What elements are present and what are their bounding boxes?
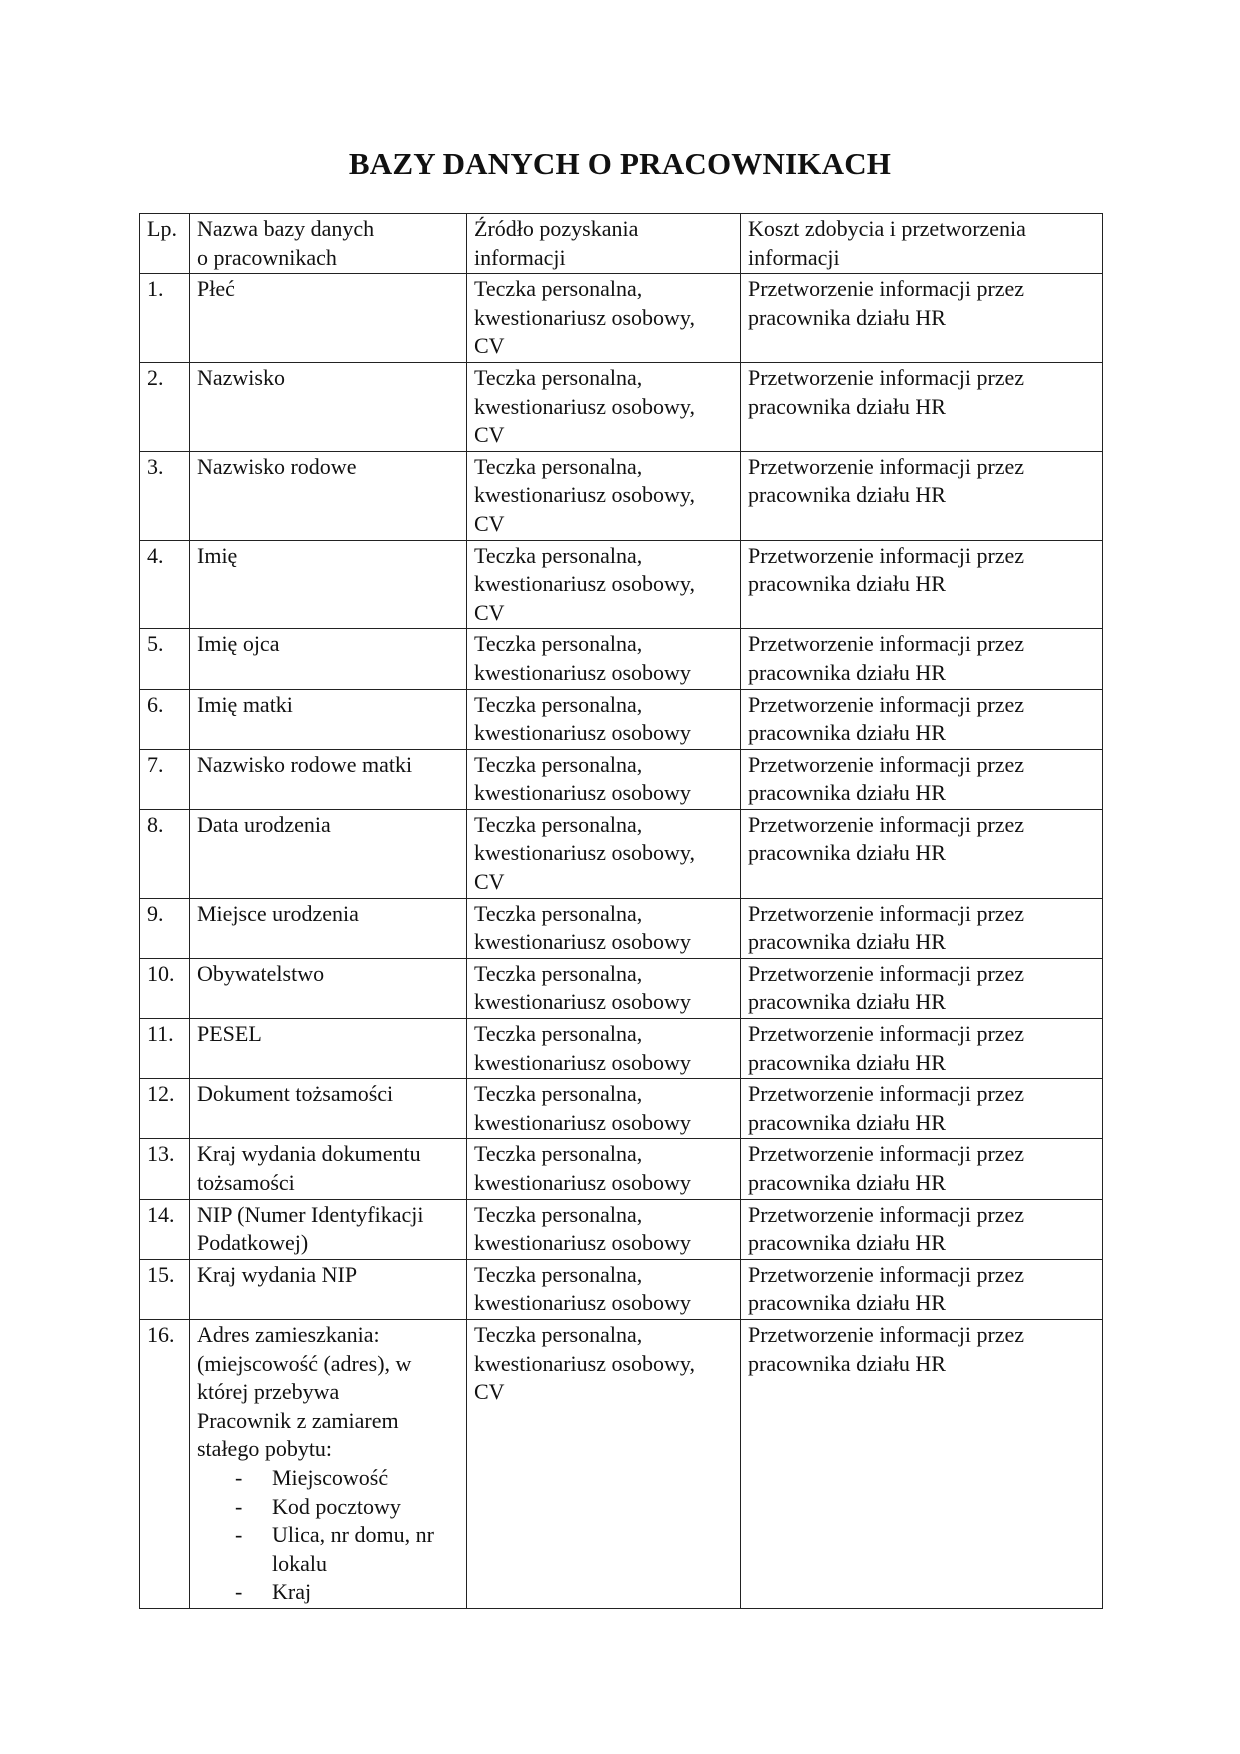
- row-number: 3.: [147, 453, 164, 479]
- cell-name: [190, 451, 467, 540]
- source-line: Teczka personalna,: [474, 900, 643, 926]
- cost-line: Przetworzenie informacji przez: [748, 631, 1025, 657]
- database-name-line: Nazwisko rodowe matki: [197, 751, 413, 777]
- cost-line: Przetworzenie informacji przez: [748, 751, 1025, 777]
- cell-lp: [140, 540, 190, 629]
- cell-name: [190, 809, 467, 898]
- source-line: Teczka personalna,: [474, 542, 643, 568]
- cost-line: pracownika działu HR: [748, 659, 946, 685]
- cell-lp: [140, 274, 190, 363]
- cell-cost: [741, 1259, 1103, 1319]
- cell-source: [467, 274, 741, 363]
- address-component-text: - Miejscowość: [272, 1464, 389, 1490]
- cell-source: [467, 749, 741, 809]
- employee-database-table: [139, 213, 1103, 1609]
- cell-name: [190, 1019, 467, 1079]
- source-line: CV: [474, 599, 505, 625]
- row-number: 16.: [147, 1321, 175, 1347]
- source-line: kwestionariusz osobowy: [474, 989, 691, 1015]
- table-row: [140, 451, 1103, 540]
- cost-line: Przetworzenie informacji przez: [748, 960, 1025, 986]
- source-line: kwestionariusz osobowy: [474, 720, 691, 746]
- cost-line: Przetworzenie informacji przez: [748, 691, 1025, 717]
- cell-cost: [741, 1199, 1103, 1259]
- cost-line: pracownika działu HR: [748, 304, 946, 330]
- cell-source: [467, 958, 741, 1018]
- cost-line: pracownika działu HR: [748, 1350, 946, 1376]
- cost-line: Przetworzenie informacji przez: [748, 542, 1025, 568]
- table-row: [140, 274, 1103, 363]
- cell-lp: [140, 749, 190, 809]
- cost-line: pracownika działu HR: [748, 720, 946, 746]
- cell-cost: [741, 540, 1103, 629]
- cell-source: [467, 629, 741, 689]
- source-line: kwestionariusz osobowy: [474, 1049, 691, 1075]
- cell-name: [190, 749, 467, 809]
- list-item: [197, 1464, 460, 1493]
- cell-name: [190, 958, 467, 1018]
- cell-cost: [741, 689, 1103, 749]
- row-number: 6.: [147, 691, 164, 717]
- cost-line: pracownika działu HR: [748, 1109, 946, 1135]
- cell-lp: [140, 809, 190, 898]
- cell-lp: [140, 1079, 190, 1139]
- cost-line: Przetworzenie informacji przez: [748, 276, 1025, 302]
- table-row: [140, 689, 1103, 749]
- row-number: 15.: [147, 1261, 175, 1287]
- cost-line: Przetworzenie informacji przez: [748, 1321, 1025, 1347]
- cell-name: [190, 689, 467, 749]
- list-item: [197, 1521, 460, 1578]
- table-row: [140, 1079, 1103, 1139]
- cost-line: Przetworzenie informacji przez: [748, 1261, 1025, 1287]
- source-line: Teczka personalna,: [474, 1081, 643, 1107]
- cell-name: [190, 1259, 467, 1319]
- cost-line: pracownika działu HR: [748, 929, 946, 955]
- database-name-line: NIP (Numer Identyfikacji: [197, 1201, 424, 1227]
- cell-lp: [140, 1199, 190, 1259]
- row-number: 7.: [147, 751, 164, 777]
- database-name-line: Podatkowej): [197, 1230, 309, 1256]
- source-line: Teczka personalna,: [474, 1021, 643, 1047]
- source-line: CV: [474, 1379, 505, 1405]
- cell-source: [467, 809, 741, 898]
- address-component-text: - Kraj: [272, 1579, 312, 1605]
- cell-name: [190, 540, 467, 629]
- header-lp: [140, 214, 190, 274]
- source-line: Teczka personalna,: [474, 276, 643, 302]
- cell-source: [467, 362, 741, 451]
- database-name-line: Imię matki: [197, 691, 293, 717]
- database-name-line: Adres zamieszkania:: [197, 1321, 380, 1347]
- cell-name: [190, 898, 467, 958]
- cell-cost: [741, 1019, 1103, 1079]
- row-number: 14.: [147, 1201, 175, 1227]
- table-row: [140, 362, 1103, 451]
- cell-cost: [741, 362, 1103, 451]
- database-name-line: (miejscowość (adres), w: [197, 1350, 412, 1376]
- cell-name: [190, 1319, 467, 1608]
- table-row: [140, 809, 1103, 898]
- cell-lp: [140, 898, 190, 958]
- database-name-line: Płeć: [197, 276, 235, 302]
- table-row: [140, 1199, 1103, 1259]
- source-line: Teczka personalna,: [474, 364, 643, 390]
- cost-line: Przetworzenie informacji przez: [748, 900, 1025, 926]
- cost-line: Przetworzenie informacji przez: [748, 811, 1025, 837]
- table-row: [140, 540, 1103, 629]
- cell-cost: [741, 274, 1103, 363]
- source-line: Teczka personalna,: [474, 453, 643, 479]
- cost-line: pracownika działu HR: [748, 780, 946, 806]
- row-number: 8.: [147, 811, 164, 837]
- cell-cost: [741, 958, 1103, 1018]
- source-line: CV: [474, 510, 505, 536]
- cell-lp: [140, 689, 190, 749]
- list-item: [197, 1578, 460, 1607]
- cell-cost: [741, 629, 1103, 689]
- database-name-line: Imię ojca: [197, 631, 280, 657]
- address-component-text: - Kod pocztowy: [272, 1493, 401, 1519]
- cell-lp: [140, 1139, 190, 1199]
- cell-source: [467, 1079, 741, 1139]
- database-name-line: której przebywa: [197, 1379, 340, 1405]
- row-number: 13.: [147, 1141, 175, 1167]
- cell-lp: [140, 629, 190, 689]
- header-cost-line: Koszt zdobycia i przetworzenia: [748, 216, 1026, 241]
- table-header-row: [140, 214, 1103, 274]
- cell-lp: [140, 1319, 190, 1608]
- source-line: CV: [474, 333, 505, 359]
- source-line: kwestionariusz osobowy,: [474, 304, 695, 330]
- source-line: Teczka personalna,: [474, 1321, 643, 1347]
- cost-line: pracownika działu HR: [748, 1170, 946, 1195]
- cell-source: [467, 540, 741, 629]
- cell-name: [190, 629, 467, 689]
- cell-cost: [741, 1079, 1103, 1139]
- cost-line: Przetworzenie informacji przez: [748, 364, 1025, 390]
- cost-line: Przetworzenie informacji przez: [748, 1081, 1025, 1107]
- cost-line: pracownika działu HR: [748, 989, 946, 1015]
- row-number: 11.: [147, 1021, 174, 1047]
- header-source-line: informacji: [474, 244, 566, 270]
- table-row: [140, 749, 1103, 809]
- cost-line: Przetworzenie informacji przez: [748, 1141, 1025, 1167]
- source-line: kwestionariusz osobowy: [474, 1230, 691, 1256]
- source-line: kwestionariusz osobowy: [474, 1109, 691, 1135]
- row-number: 5.: [147, 631, 164, 657]
- table-row: [140, 898, 1103, 958]
- source-line: Teczka personalna,: [474, 960, 643, 986]
- header-cost-line: informacji: [748, 244, 840, 270]
- cell-source: [467, 1319, 741, 1608]
- database-name-line: Nazwisko: [197, 364, 285, 390]
- source-line: CV: [474, 422, 505, 448]
- table-row: [140, 958, 1103, 1018]
- cost-line: pracownika działu HR: [748, 1290, 946, 1316]
- cell-lp: [140, 1259, 190, 1319]
- cell-cost: [741, 1319, 1103, 1608]
- cell-lp: [140, 958, 190, 1018]
- database-name-line: stałego pobytu:: [197, 1436, 333, 1462]
- database-name-line: Data urodzenia: [197, 811, 331, 837]
- cell-name: [190, 1199, 467, 1259]
- source-line: kwestionariusz osobowy: [474, 1170, 691, 1195]
- database-name-line: Kraj wydania dokumentu: [197, 1141, 421, 1167]
- cell-source: [467, 1019, 741, 1079]
- header-name-line: Nazwa bazy danych: [197, 216, 375, 241]
- source-line: kwestionariusz osobowy: [474, 929, 691, 955]
- cell-cost: [741, 898, 1103, 958]
- table-row: [140, 1139, 1103, 1199]
- cost-line: pracownika działu HR: [748, 840, 946, 866]
- header-name-line: o pracownikach: [197, 244, 337, 270]
- database-name-line: Nazwisko rodowe: [197, 453, 357, 479]
- source-line: kwestionariusz osobowy: [474, 659, 691, 685]
- source-line: kwestionariusz osobowy: [474, 1290, 691, 1316]
- address-components-list: [197, 1464, 460, 1607]
- cost-line: Przetworzenie informacji przez: [748, 1021, 1025, 1047]
- source-line: Teczka personalna,: [474, 1141, 643, 1167]
- cell-cost: [741, 749, 1103, 809]
- source-line: kwestionariusz osobowy,: [474, 482, 695, 508]
- source-line: kwestionariusz osobowy: [474, 780, 691, 806]
- database-name-line: tożsamości: [197, 1170, 295, 1195]
- cost-line: pracownika działu HR: [748, 393, 946, 419]
- cell-name: [190, 362, 467, 451]
- cell-source: [467, 689, 741, 749]
- header-lp-text: Lp.: [147, 216, 177, 241]
- cell-lp: [140, 1019, 190, 1079]
- cell-source: [467, 451, 741, 540]
- list-item: [197, 1493, 460, 1522]
- cell-cost: [741, 809, 1103, 898]
- cell-source: [467, 1199, 741, 1259]
- cell-cost: [741, 1139, 1103, 1199]
- table-row: [140, 1019, 1103, 1079]
- cell-name: [190, 1139, 467, 1199]
- table-row: [140, 1319, 1103, 1608]
- cost-line: Przetworzenie informacji przez: [748, 1201, 1025, 1227]
- cell-lp: [140, 362, 190, 451]
- database-name-line: Dokument tożsamości: [197, 1081, 394, 1107]
- source-line: kwestionariusz osobowy,: [474, 1350, 695, 1376]
- cost-line: pracownika działu HR: [748, 482, 946, 508]
- cost-line: pracownika działu HR: [748, 1049, 946, 1075]
- cost-line: Przetworzenie informacji przez: [748, 453, 1025, 479]
- source-line: kwestionariusz osobowy,: [474, 393, 695, 419]
- row-number: 10.: [147, 960, 175, 986]
- cell-source: [467, 898, 741, 958]
- page-title: BAZY DANYCH O PRACOWNIKACH: [348, 146, 892, 181]
- source-line: kwestionariusz osobowy,: [474, 840, 695, 866]
- cost-line: pracownika działu HR: [748, 571, 946, 597]
- source-line: Teczka personalna,: [474, 751, 643, 777]
- header-source-line: Źródło pozyskania: [474, 216, 639, 241]
- source-line: Teczka personalna,: [474, 631, 643, 657]
- database-name-line: Imię: [197, 542, 238, 568]
- cell-source: [467, 1139, 741, 1199]
- source-line: kwestionariusz osobowy,: [474, 571, 695, 597]
- cell-name: [190, 1079, 467, 1139]
- database-name-line: Miejsce urodzenia: [197, 900, 359, 926]
- database-name-line: Pracownik z zamiarem: [197, 1407, 399, 1433]
- source-line: Teczka personalna,: [474, 811, 643, 837]
- address-component-text: lokalu: [272, 1550, 327, 1576]
- row-number: 12.: [147, 1081, 175, 1107]
- database-name-line: PESEL: [197, 1021, 262, 1047]
- header-cost: [741, 214, 1103, 274]
- database-name-line: Kraj wydania NIP: [197, 1261, 358, 1287]
- database-name-line: Obywatelstwo: [197, 960, 325, 986]
- source-line: Teczka personalna,: [474, 1201, 643, 1227]
- cost-line: pracownika działu HR: [748, 1230, 946, 1256]
- header-name: [190, 214, 467, 274]
- source-line: Teczka personalna,: [474, 691, 643, 717]
- address-component-text: - Ulica, nr domu, nr: [272, 1522, 434, 1548]
- cell-lp: [140, 451, 190, 540]
- row-number: 1.: [147, 276, 164, 302]
- cell-cost: [741, 451, 1103, 540]
- source-line: Teczka personalna,: [474, 1261, 643, 1287]
- cell-source: [467, 1259, 741, 1319]
- row-number: 2.: [147, 364, 164, 390]
- header-source: [467, 214, 741, 274]
- row-number: 4.: [147, 542, 164, 568]
- row-number: 9.: [147, 900, 164, 926]
- cell-name: [190, 274, 467, 363]
- table-row: [140, 629, 1103, 689]
- source-line: CV: [474, 869, 505, 895]
- table-row: [140, 1259, 1103, 1319]
